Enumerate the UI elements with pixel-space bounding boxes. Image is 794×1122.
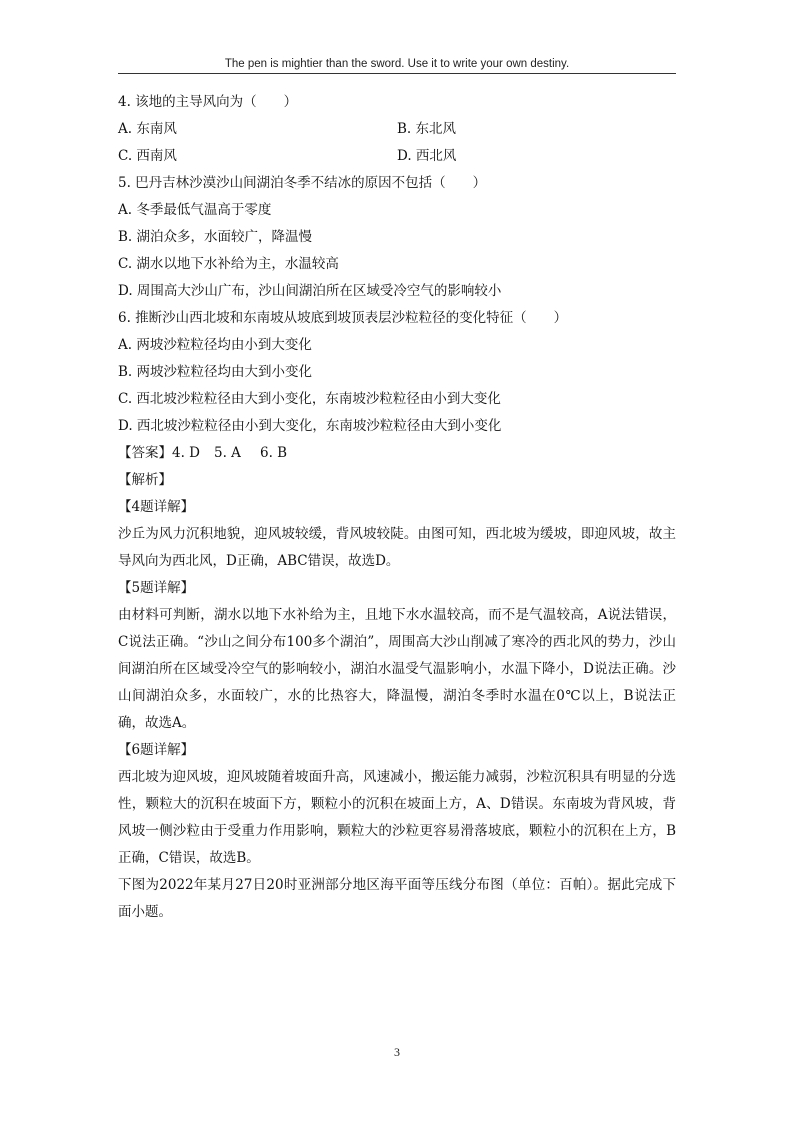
answer-item-6: 6. B <box>260 445 288 461</box>
answer-label: 【答案】 <box>118 445 172 461</box>
header-divider <box>118 73 676 74</box>
page-header-motto: The pen is mightier than the sword. Use it to write your own destiny. <box>224 58 570 70</box>
analysis-label: 【解析】 <box>118 472 172 488</box>
question-5-option-c: C. 湖水以地下水补给为主，水温较高 <box>118 256 339 272</box>
next-question-intro: 下图为2022年某月27日20时亚洲部分地区海平面等压线分布图（单位：百帕）。据此完成下面小题。 <box>118 877 676 920</box>
answer-item-5: 5. A <box>214 445 241 461</box>
question-5-option-d: D. 周围高大沙山广布，沙山间湖泊所在区域受冷空气的影响较小 <box>118 283 502 299</box>
question-5-stem: 5. 巴丹吉林沙漠沙山间湖泊冬季不结冰的原因不包括（ ） <box>118 175 487 191</box>
analysis-5-title: 【5题详解】 <box>118 580 195 596</box>
answer-line <box>118 440 676 467</box>
question-6-option-b: B. 两坡沙粒粒径均由大到小变化 <box>118 364 313 380</box>
analysis-6-text: 西北坡为迎风坡，迎风坡随着坡面升高，风速减小，搬运能力减弱，沙粒沉积具有明显的分选性，颗粒大的沉积在坡面下方，颗粒小的沉积在坡面上方，A、D错误。东南坡为背风坡，背风坡一侧沙粒由于受重力作用影响，颗粒大的沙粒更容易滑落坡底，颗粒小的沉积在上方，B正确，C错误，故选B。 <box>118 769 676 866</box>
question-4-option-c: C. 西南风 <box>118 148 177 164</box>
question-4-option-d: D. 西北风 <box>397 148 457 164</box>
question-6-option-c: C. 西北坡沙粒粒径由大到小变化，东南坡沙粒粒径由小到大变化 <box>118 391 501 407</box>
analysis-5-text: 由材料可判断，湖水以地下水补给为主，且地下水水温较高，而不是气温较高，A说法错误，C说法正确。“沙山之间分布100多个湖泊”，周围高大沙山削减了寒冷的西北风的势力，沙山间湖泊所在区域受冷空气的影响较小，湖泊水温受气温影响小，水温下降小，D说法正确。沙山间湖泊众多，水面较广，水的比热容大，降温慢，湖泊冬季时水温在0℃以上，B说法正确，故选A。 <box>118 607 676 731</box>
question-4-options-row-2 <box>118 143 676 170</box>
analysis-6-title: 【6题详解】 <box>118 742 195 758</box>
page-number: 3 <box>394 1045 400 1059</box>
analysis-4-title: 【4题详解】 <box>118 499 195 515</box>
question-5-option-a: A. 冬季最低气温高于零度 <box>118 202 272 218</box>
question-6-option-d: D. 西北坡沙粒粒径由小到大变化，东南坡沙粒粒径由大到小变化 <box>118 418 502 434</box>
analysis-4-text: 沙丘为风力沉积地貌，迎风坡较缓，背风坡较陡。由图可知，西北坡为缓坡，即迎风坡，故主导风向为西北风，D正确，ABC错误，故选D。 <box>118 526 676 569</box>
question-4-options-row-1 <box>118 116 676 143</box>
question-5-option-b: B. 湖泊众多，水面较广，降温慢 <box>118 229 313 245</box>
question-4-option-a: A. 东南风 <box>118 121 177 137</box>
question-4-option-b: B. 东北风 <box>397 121 457 137</box>
question-6-option-a: A. 两坡沙粒粒径均由小到大变化 <box>118 337 312 353</box>
question-6-stem: 6. 推断沙山西北坡和东南坡从坡底到坡顶表层沙粒粒径的变化特征（ ） <box>118 310 568 326</box>
document-body <box>118 89 676 926</box>
question-4-stem: 4. 该地的主导风向为（ ） <box>118 94 298 110</box>
answer-item-4: 4. D <box>172 445 200 461</box>
